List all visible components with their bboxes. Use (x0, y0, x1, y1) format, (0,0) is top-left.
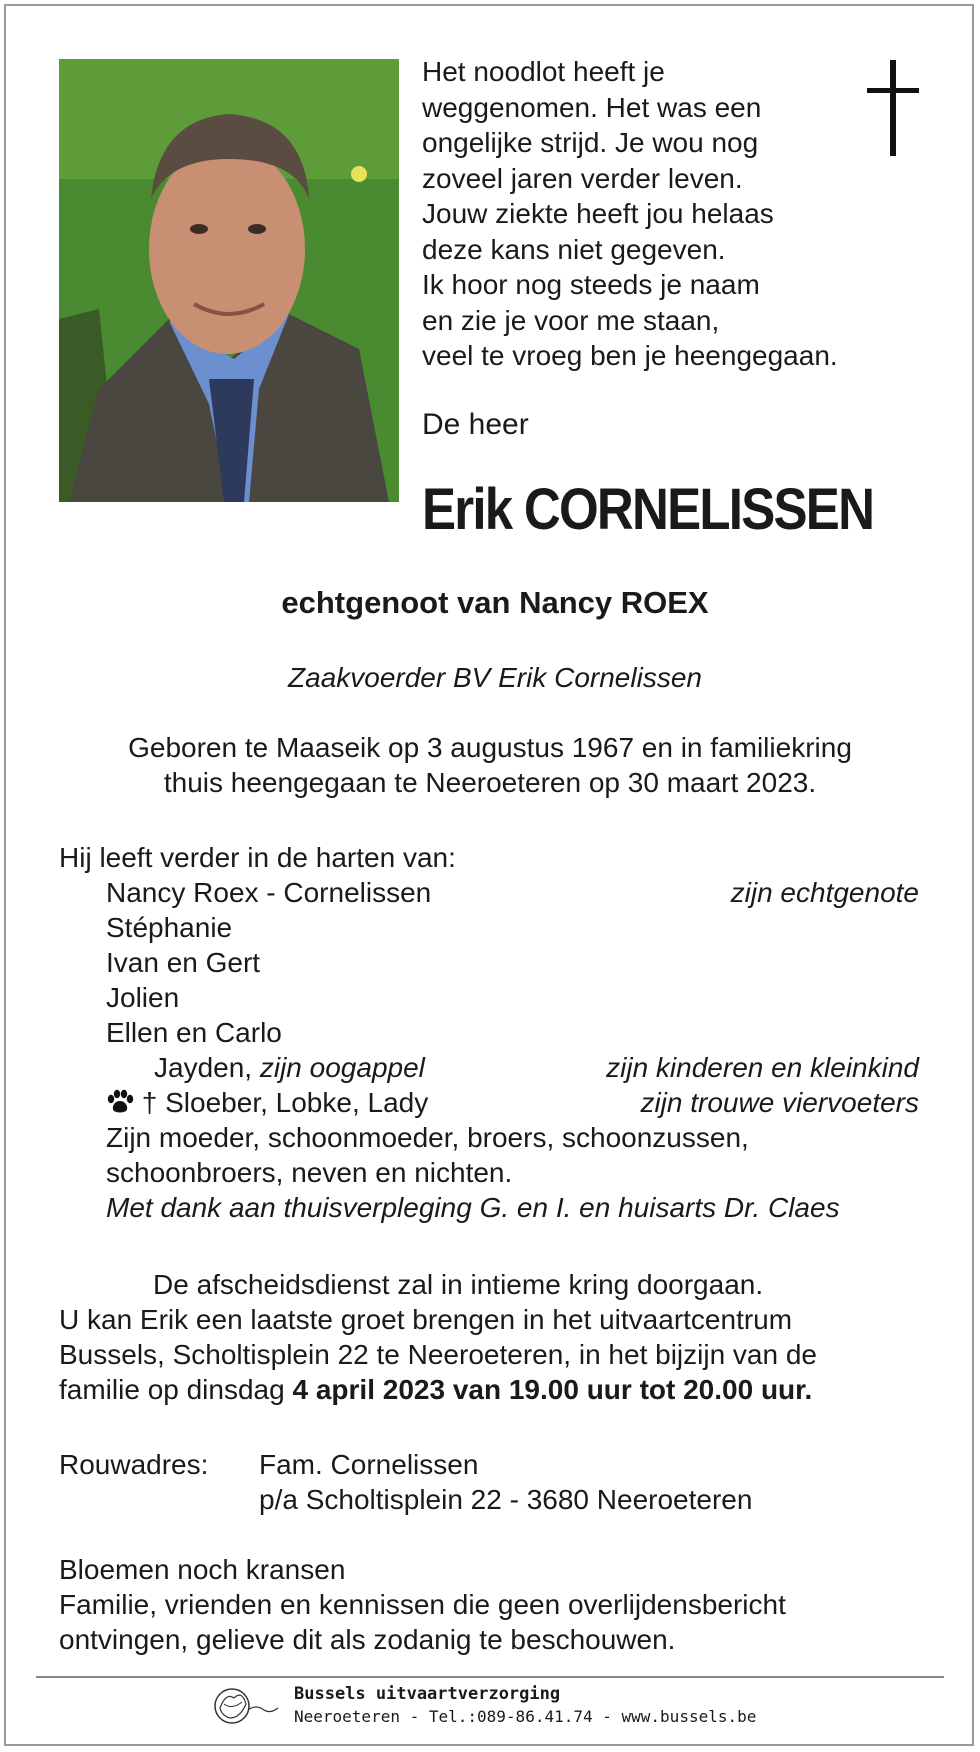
grandchild-name: Jayden, (154, 1052, 253, 1083)
family-row-grandchild (59, 1050, 919, 1085)
footer-contact: Neeroeteren - Tel.:089-86.41.74 - www.bussels.be (294, 1707, 757, 1726)
birth-line-2: thuis heengegaan te Neeroeteren op 30 maart 2023. (163, 767, 817, 798)
spouse-line: echtgenoot van Nancy ROEX (281, 585, 709, 620)
family-row-child: Stéphanie (106, 912, 233, 943)
ceremony-line-1: De afscheidsdienst zal in intieme kring doorgaan. (153, 1269, 764, 1300)
grandchild-note: zijn oogappel (259, 1052, 425, 1083)
address-line-1: Fam. Cornelissen (259, 1449, 479, 1480)
memorial-poem: Het noodlot heeft je weggenomen. Het was een ongelijke strijd. Je wou nog zoveel jaren verder leven. Jouw ziekte heeft jou helaas deze kans niet gegeven. Ik hoor nog steeds je naam en zie je voor me staan, veel te vroeg ben je heengegaan. (422, 56, 838, 371)
family-intro: Hij leeft verder in de harten van: (59, 842, 456, 873)
latin-cross-icon (864, 60, 924, 160)
thanks-line: Met dank aan thuisverpleging G. en I. en huisarts Dr. Claes (106, 1192, 840, 1223)
relatives-line-2: schoonbroers, neven en nichten. (106, 1157, 513, 1188)
deceased-name: Erik CORNELISSEN (422, 477, 874, 542)
footer-company: Bussels uitvaartverzorging (294, 1684, 561, 1704)
pets-role: zijn trouwe viervoeters (640, 1087, 919, 1118)
family-row-child: Jolien (106, 982, 180, 1013)
paw-icon (106, 1089, 134, 1115)
flowers-line-1: Bloemen noch kransen (59, 1554, 346, 1585)
visitation-time: 4 april 2023 van 19.00 uur tot 20.00 uur. (292, 1374, 813, 1405)
footer-divider (36, 1676, 944, 1678)
ceremony-line-4: familie op dinsdag 4 april 2023 van 19.00 uur tot 20.00 uur. (59, 1374, 813, 1405)
bussels-logo (212, 1684, 282, 1728)
family-row-pets (59, 1085, 919, 1120)
address-label: Rouwadres: (59, 1449, 209, 1480)
honorific: De heer (422, 408, 529, 441)
relatives-line-1: Zijn moeder, schoonmoeder, broers, schoonzussen, (106, 1122, 749, 1153)
portrait-photo (59, 59, 399, 502)
family-list (59, 840, 919, 1225)
ceremony-info (59, 1267, 929, 1407)
flowers-line-3: ontvingen, gelieve dit als zodanig te beschouwen. (59, 1624, 676, 1655)
family-row-spouse (59, 875, 919, 910)
profession-line: Zaakvoerder BV Erik Cornelissen (288, 662, 702, 693)
family-row-child: Ellen en Carlo (106, 1017, 282, 1048)
birth-line-1: Geboren te Maaseik op 3 augustus 1967 en in familiekring (128, 732, 852, 763)
address-line-2: p/a Scholtisplein 22 - 3680 Neeroeteren (259, 1484, 753, 1515)
family-row-child: Ivan en Gert (106, 947, 261, 978)
spouse-role: zijn echtgenote (730, 877, 919, 908)
ceremony-line-3: Bussels, Scholtisplein 22 te Neeroeteren, in het bijzijn van de (59, 1339, 817, 1370)
children-role: zijn kinderen en kleinkind (606, 1052, 919, 1083)
flowers-note (59, 1552, 929, 1657)
ceremony-line-2: U kan Erik een laatste groet brengen in het uitvaartcentrum (59, 1304, 793, 1335)
spouse-name: Nancy Roex - Cornelissen (106, 877, 432, 908)
pets-names: † Sloeber, Lobke, Lady (141, 1087, 429, 1118)
flowers-line-2: Familie, vrienden en kennissen die geen overlijdensbericht (59, 1589, 786, 1620)
birth-death-info (0, 730, 980, 800)
